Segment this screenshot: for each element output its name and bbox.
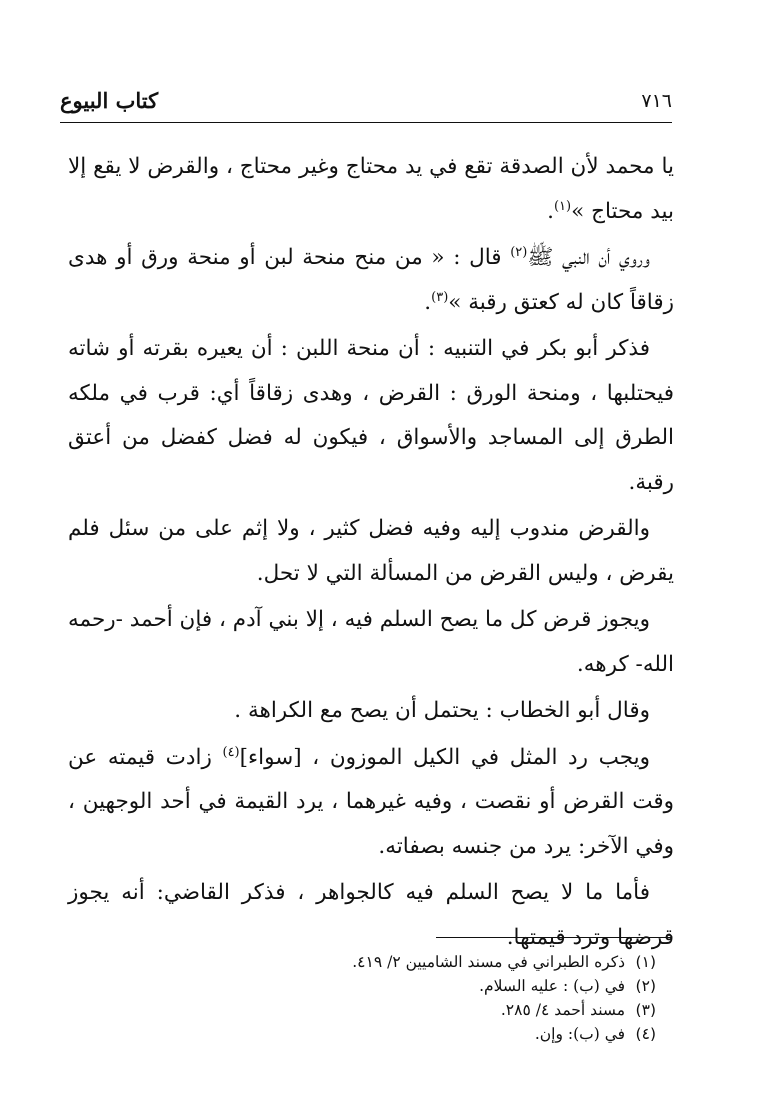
- footnote: (٣) مسند أحمد ٤/ ٢٨٥.: [500, 1001, 656, 1019]
- main-text: [68, 145, 674, 962]
- footnote-marker: (٢): [510, 244, 528, 260]
- page-header: [60, 88, 672, 123]
- paragraph: ويجوز قرض كل ما يصح السلم فيه ، إلا بني آدم ، فإن أحمد -رحمه الله- كرهه.: [68, 607, 674, 677]
- running-title: كتاب البيوع: [60, 88, 159, 113]
- footnote: (١) ذكره الطبراني في مسند الشاميين ٢/ ٤١٩.: [352, 953, 656, 971]
- paragraph: فأما ما لا يصح السلم فيه كالجواهر ، فذكر القاضي: أنه يجوز قرضها وترد قيمتها.: [68, 880, 674, 950]
- paragraph: وقال أبو الخطاب : يحتمل أن يصح مع الكراهة .: [234, 698, 650, 723]
- footnotes: [200, 950, 656, 1046]
- footnote-marker: (٤): [222, 744, 240, 760]
- footnote-divider: [436, 937, 672, 938]
- page-number: ٧١٦: [641, 90, 672, 112]
- paragraph: وروي أن النبي ﷺ$^{(٢)}$ قال : « من منح منحة لبن أو منحة ورق أو هدى زقاقاً كان له كعتق رقبة »$^{(٣)}$.: [68, 244, 674, 315]
- footnote-marker: (٣): [431, 289, 449, 305]
- paragraph: يا محمد لأن الصدقة تقع في يد محتاج وغير محتاج ، والقرض لا يقع إلا بيد محتاج »$^{(١)}$.: [68, 154, 674, 224]
- paragraph: فذكر أبو بكر في التنبيه : أن منحة اللبن : أن يعيره بقرته أو شاته فيحتلبها ، ومنحة الورق : القرض ، وهدى زقاقاً أي: قرب في ملكه الطرق إلى المساجد والأسواق ، فيكون له فضل كفضل من أعتق رقبة.: [68, 336, 674, 495]
- paragraph: والقرض مندوب إليه وفيه فضل كثير ، ولا إثم على من سئل فلم يقرض ، وليس القرض من المسألة التي لا تحل.: [68, 516, 674, 586]
- footnote-marker: (١): [553, 198, 572, 214]
- footnote: (٢) في (ب) : عليه السلام.: [479, 977, 656, 995]
- footnote: (٤) في (ب): وإن.: [534, 1025, 656, 1043]
- paragraph: ويجب رد المثل في الكيل الموزون ، [سواء]$^{(٤)}$ زادت قيمته عن وقت القرض أو نقصت ، وفيه غيرهما ، يرد القيمة في أحد الوجهين ، وفي الآخر: يرد من جنسه بصفاته.: [68, 744, 674, 859]
